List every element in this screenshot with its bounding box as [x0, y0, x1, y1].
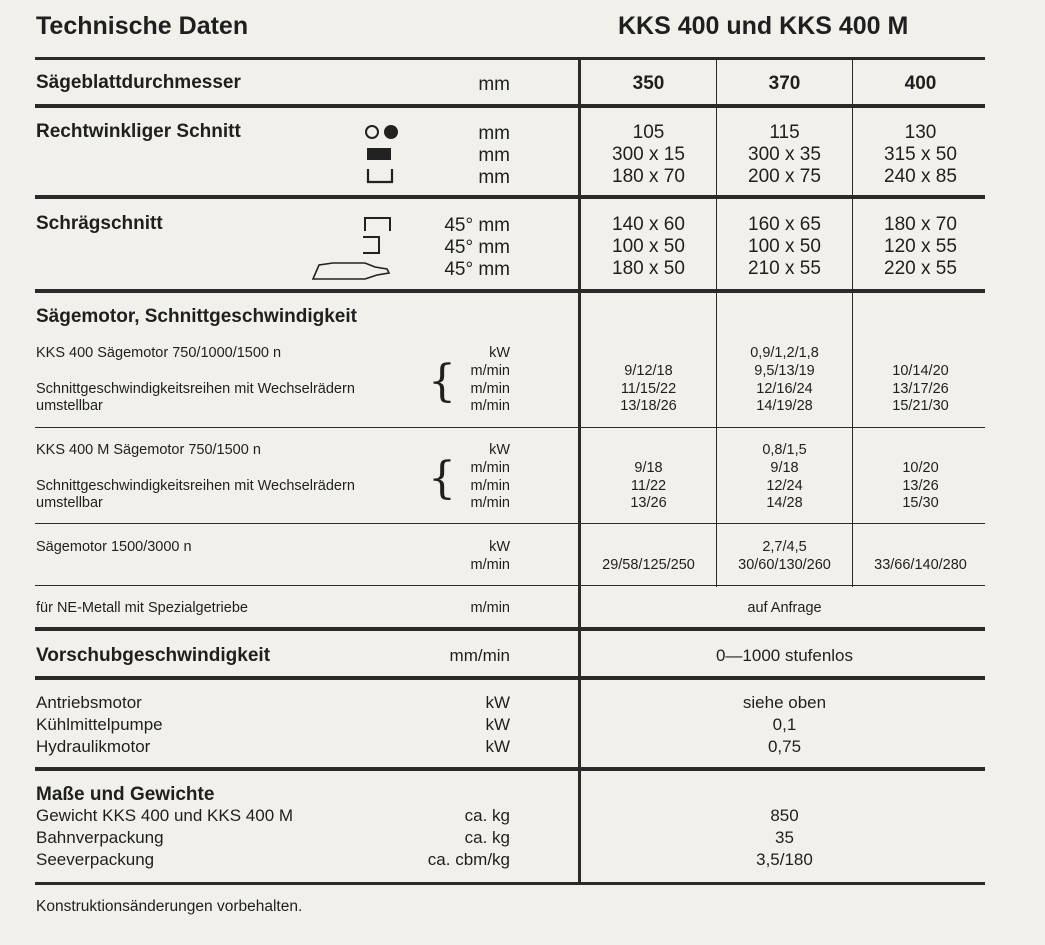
- unit: kW: [489, 442, 510, 458]
- motor-desc: Schnittgeschwindigkeitsreihen mit Wechselrädern: [36, 478, 355, 494]
- flat-bar-icon: [367, 148, 391, 160]
- cell: 13/26: [630, 495, 667, 511]
- cell: 100 x 50: [748, 236, 821, 257]
- table-bottom-rule: [35, 882, 985, 885]
- drive-label: Kühlmittelpumpe: [36, 715, 163, 734]
- cell: 850: [770, 806, 799, 825]
- page-title: Technische Daten: [36, 12, 249, 40]
- miter-cut-label: Schrägschnitt: [36, 213, 163, 234]
- brace-icon: {: [428, 453, 456, 504]
- weight-label: Gewicht KKS 400 und KKS 400 M: [36, 806, 294, 825]
- cell: auf Anfrage: [747, 600, 822, 616]
- unit: kW: [485, 693, 510, 712]
- cell: 3,5/180: [756, 850, 813, 869]
- cell: 12/16/24: [756, 381, 813, 397]
- cell: 29/58/125/250: [602, 557, 695, 573]
- section-rule: [35, 627, 985, 631]
- divider: [35, 523, 985, 524]
- unit: m/min: [470, 363, 510, 379]
- unit: m/min: [470, 495, 510, 511]
- unit: m/min: [470, 460, 510, 476]
- cell: 240 x 85: [884, 166, 957, 187]
- cell: 9/18: [770, 460, 799, 476]
- cell: 9,5/13/19: [754, 363, 815, 379]
- cell: 0,8/1,5: [762, 442, 807, 458]
- motor-desc: Schnittgeschwindigkeitsreihen mit Wechselrädern: [36, 381, 355, 397]
- cell: 0,9/1,2/1,8: [750, 345, 819, 361]
- section-rule: [35, 195, 985, 199]
- cell: 200 x 75: [748, 166, 821, 187]
- unit: mm: [478, 167, 510, 188]
- divider: [35, 585, 985, 586]
- cell: 11/15/22: [620, 381, 677, 397]
- divider: [35, 427, 985, 428]
- cell: 13/26: [902, 478, 939, 494]
- col-header: 370: [768, 73, 801, 94]
- unit: kW: [485, 737, 510, 756]
- motor-title: KKS 400 Sägemotor 750/1000/1500 n: [36, 345, 282, 361]
- unit: m/min: [470, 600, 510, 616]
- unit: ca. kg: [464, 806, 510, 825]
- unit: m/min: [470, 398, 510, 414]
- unit: 45° mm: [444, 259, 510, 280]
- unit: 45° mm: [444, 215, 510, 236]
- motor-title: KKS 400 M Sägemotor 750/1500 n: [36, 442, 261, 458]
- unit: kW: [485, 715, 510, 734]
- unit: m/min: [470, 381, 510, 397]
- ne-metal-label: für NE-Metall mit Spezialgetriebe: [36, 600, 248, 616]
- feed-label: Vorschubgeschwindigkeit: [36, 645, 271, 666]
- profile-icons: [362, 122, 406, 188]
- cell: 210 x 55: [748, 258, 821, 279]
- cell: 0,75: [767, 737, 802, 756]
- cell: 100 x 50: [612, 236, 685, 257]
- motor-title: Sägemotor 1500/3000 n: [36, 539, 192, 555]
- cell: 12/24: [766, 478, 803, 494]
- cell: 15/21/30: [892, 398, 949, 414]
- weights-label: Maße und Gewichte: [36, 784, 215, 805]
- drive-label: Hydraulikmotor: [36, 737, 151, 756]
- cell: 115: [769, 122, 800, 143]
- col-header: 400: [904, 73, 937, 94]
- cell: 160 x 65: [748, 214, 821, 235]
- cell: siehe oben: [742, 693, 827, 712]
- cell: 0,1: [772, 715, 797, 734]
- unit: kW: [489, 539, 510, 555]
- brace-icon: {: [428, 356, 456, 407]
- section-rule: [35, 676, 985, 680]
- weight-label: Seeverpackung: [36, 850, 155, 869]
- cell: 315 x 50: [884, 144, 957, 165]
- cell: 180 x 50: [612, 258, 685, 279]
- footer-note: Konstruktionsänderungen vorbehalten.: [36, 898, 303, 915]
- motor-label: Sägemotor, Schnittgeschwindigkeit: [36, 306, 357, 327]
- cell: 130: [904, 122, 937, 143]
- cell: 13/18/26: [620, 398, 677, 414]
- motor-desc: umstellbar: [36, 398, 103, 414]
- cell: 2,7/4,5: [762, 539, 807, 555]
- unit: m/min: [470, 557, 510, 573]
- cell: 9/18: [634, 460, 663, 476]
- cell: 14/28: [766, 495, 803, 511]
- cell: 180 x 70: [612, 166, 685, 187]
- round-profile-icon: [366, 125, 398, 139]
- cell: 33/66/140/280: [874, 557, 967, 573]
- section-rule: [35, 767, 985, 771]
- unit: mm: [478, 123, 510, 144]
- motor-desc: umstellbar: [36, 495, 103, 511]
- rect-cut-label: Rechtwinkliger Schnitt: [36, 121, 241, 142]
- cell: 11/22: [630, 478, 667, 494]
- cell: 140 x 60: [612, 214, 685, 235]
- cell: 10/14/20: [892, 363, 949, 379]
- angled-profile-icon: [313, 263, 389, 279]
- section-rule: [35, 289, 985, 293]
- cell: 15/30: [902, 495, 939, 511]
- diameter-label: Sägeblattdurchmesser: [36, 72, 241, 93]
- unit: ca. cbm/kg: [427, 850, 510, 869]
- open-profile-icon: [365, 218, 390, 231]
- table-top-rule: [35, 57, 985, 60]
- unit: mm: [478, 145, 510, 166]
- section-rule: [35, 104, 985, 108]
- cell: 30/60/130/260: [738, 557, 831, 573]
- cell: 0—1000 stufenlos: [715, 646, 854, 665]
- bracket-profile-icon: [363, 237, 379, 253]
- unit: mm/min: [449, 646, 510, 665]
- cell: 300 x 35: [748, 144, 821, 165]
- cell: 120 x 55: [884, 236, 957, 257]
- cell: 300 x 15: [612, 144, 685, 165]
- cell: 14/19/28: [756, 398, 813, 414]
- u-profile-icon: [368, 169, 392, 182]
- unit: mm: [478, 74, 510, 95]
- unit: m/min: [470, 478, 510, 494]
- unit: kW: [489, 345, 510, 361]
- weight-label: Bahnverpackung: [36, 828, 164, 847]
- cell: 9/12/18: [624, 363, 673, 379]
- drive-label: Antriebsmotor: [36, 693, 142, 712]
- cell: 35: [775, 828, 794, 847]
- cell: 220 x 55: [884, 258, 957, 279]
- model-title: KKS 400 und KKS 400 M: [618, 12, 909, 40]
- cell: 105: [632, 122, 665, 143]
- unit: 45° mm: [444, 237, 510, 258]
- cell: 10/20: [902, 460, 939, 476]
- col-header: 350: [632, 73, 665, 94]
- unit: ca. kg: [464, 828, 510, 847]
- cell: 13/17/26: [892, 381, 949, 397]
- cell: 180 x 70: [884, 214, 957, 235]
